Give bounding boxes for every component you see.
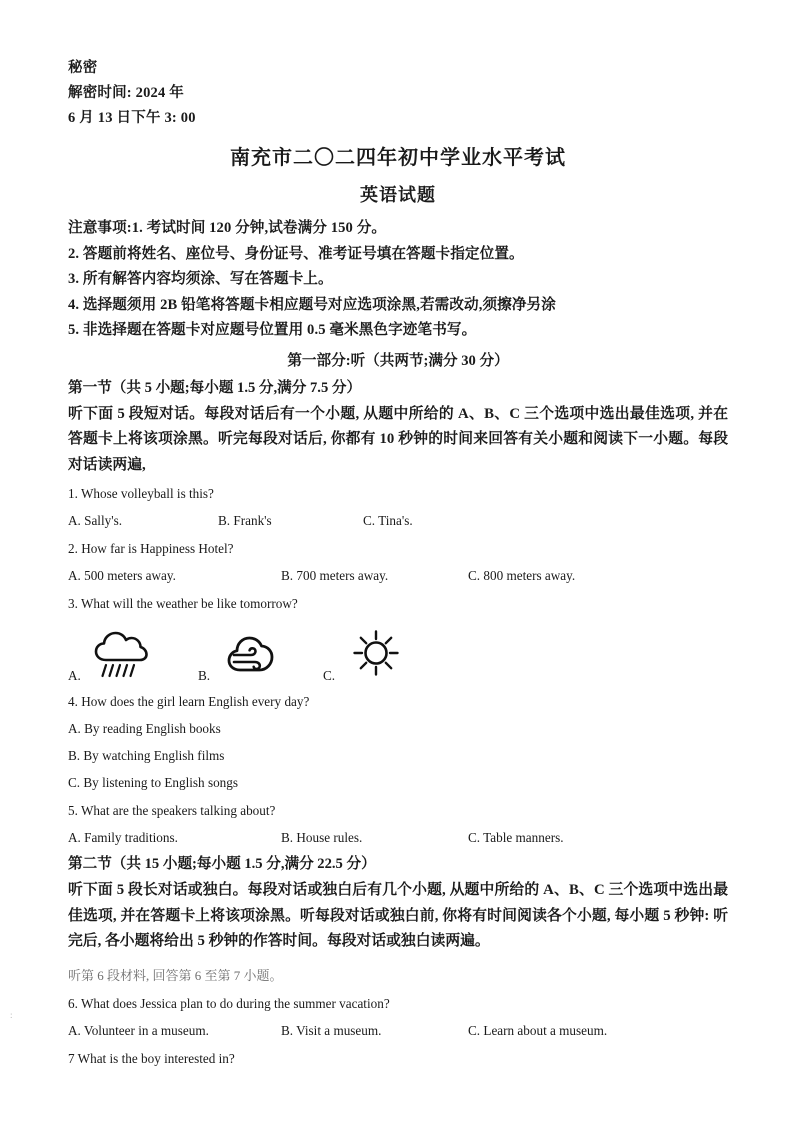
rain-cloud-icon [90, 626, 152, 682]
question-stem: 1. Whose volleyball is this? [68, 486, 214, 501]
option-a[interactable]: A. Family traditions. [68, 830, 178, 845]
option-b[interactable]: B. 700 meters away. [281, 568, 389, 583]
option-b[interactable]: B. Visit a museum. [281, 1022, 382, 1038]
question-options [68, 825, 728, 850]
listening-material-note: 听第 6 段材料, 回答第 6 至第 7 小题。 [68, 967, 283, 983]
wind-cloud-icon [220, 626, 282, 682]
section-two-heading: 第二节（共 15 小题;每小题 1.5 分,满分 22.5 分） [68, 856, 376, 872]
declassify-time: 6 月 13 日下午 3: 00 [68, 110, 196, 126]
option-c[interactable]: C. Learn about a museum. [468, 1022, 608, 1038]
option-c[interactable]: C. By listening to English songs [68, 775, 238, 790]
option-b[interactable]: B. House rules. [281, 830, 363, 845]
question-stem: 5. What are the speakers talking about? [68, 803, 276, 818]
question-stem: 7 What is the boy interested in? [68, 1050, 235, 1066]
option-b-label: B. [198, 668, 211, 683]
question-stem: 6. What does Jessica plan to do during the summer vacation? [68, 995, 390, 1011]
option-c[interactable]: C. Table manners. [468, 830, 564, 845]
page-content [68, 56, 728, 1071]
page-title: 南充市二〇二四年初中学业水平考试 [230, 147, 566, 169]
notice-list [68, 216, 728, 344]
question-stem: 3. What will the weather be like tomorrow? [68, 596, 298, 611]
option-a-label: A. [68, 668, 81, 683]
option-c[interactable]: C. Tina's. [363, 513, 413, 528]
declassify-date-label: 解密时间: 2024 年 [68, 85, 184, 101]
section-one-heading: 第一节（共 5 小题;每小题 1.5 分,满分 7.5 分） [68, 379, 362, 396]
option-c[interactable]: C. 800 meters away. [468, 568, 576, 583]
question-options [68, 1018, 728, 1043]
part-one-heading: 第一部分:听（共两节;满分 30 分） [287, 352, 509, 369]
option-b[interactable]: B. Frank's [218, 513, 272, 528]
question-stem: 2. How far is Happiness Hotel? [68, 541, 234, 556]
question-picture-options [68, 624, 728, 686]
question-stem: 4. How does the girl learn English every day? [68, 694, 310, 709]
notice-item: 5. 非选择题在答题卡对应题号位置用 0.5 毫米黑色字迹笔书写。 [68, 322, 477, 338]
option-a[interactable]: A. Sally's. [68, 513, 123, 528]
option-b[interactable]: B. By watching English films [68, 748, 225, 763]
question-options [68, 563, 728, 588]
sun-icon [345, 626, 407, 682]
option-c-label: C. [323, 668, 336, 683]
secrecy-label: 秘密 [68, 60, 98, 76]
notice-item: 3. 所有解答内容均须涂、写在答题卡上。 [68, 271, 333, 287]
notice-item: 注意事项:1. 考试时间 120 分钟,试卷满分 150 分。 [68, 220, 387, 236]
option-a[interactable]: A. 500 meters away. [68, 568, 176, 583]
section-one-instructions: 听下面 5 段短对话。每段对话后有一个小题, 从题中所给的 A、B、C 三个选项中选出最佳选项, 并在答题卡上将该项涂黑。听完每段对话后, 你都有 10 秒钟的时间来回答有关小题和阅读下一小题。每段对话读两遍, [68, 405, 728, 473]
question-options [68, 508, 728, 533]
scan-artifact: : [10, 1010, 13, 1020]
option-a[interactable]: A. Volunteer in a museum. [68, 1022, 209, 1038]
question-options [68, 716, 728, 795]
section-two-instructions: 听下面 5 段长对话或独白。每段对话或独白后有几个小题, 从题中所给的 A、B、C 三个选项中选出最佳选项, 并在答题卡上将该项涂黑。听每段对话或独白前, 你将有时间阅读各个小题, 每小题 5 秒钟: 听完后, 各小题将给出 5 秒钟的作答时间。每段对话或独白读两遍。 [68, 882, 728, 949]
option-a[interactable]: A. By reading English books [68, 721, 221, 736]
secrecy-header [68, 56, 728, 131]
notice-item: 2. 答题前将姓名、座位号、身份证号、准考证号填在答题卡指定位置。 [68, 245, 524, 262]
page-subtitle: 英语试题 [360, 185, 436, 205]
notice-item: 4. 选择题须用 2B 铅笔将答题卡相应题号对应选项涂黑,若需改动,须擦净另涂 [68, 296, 556, 313]
